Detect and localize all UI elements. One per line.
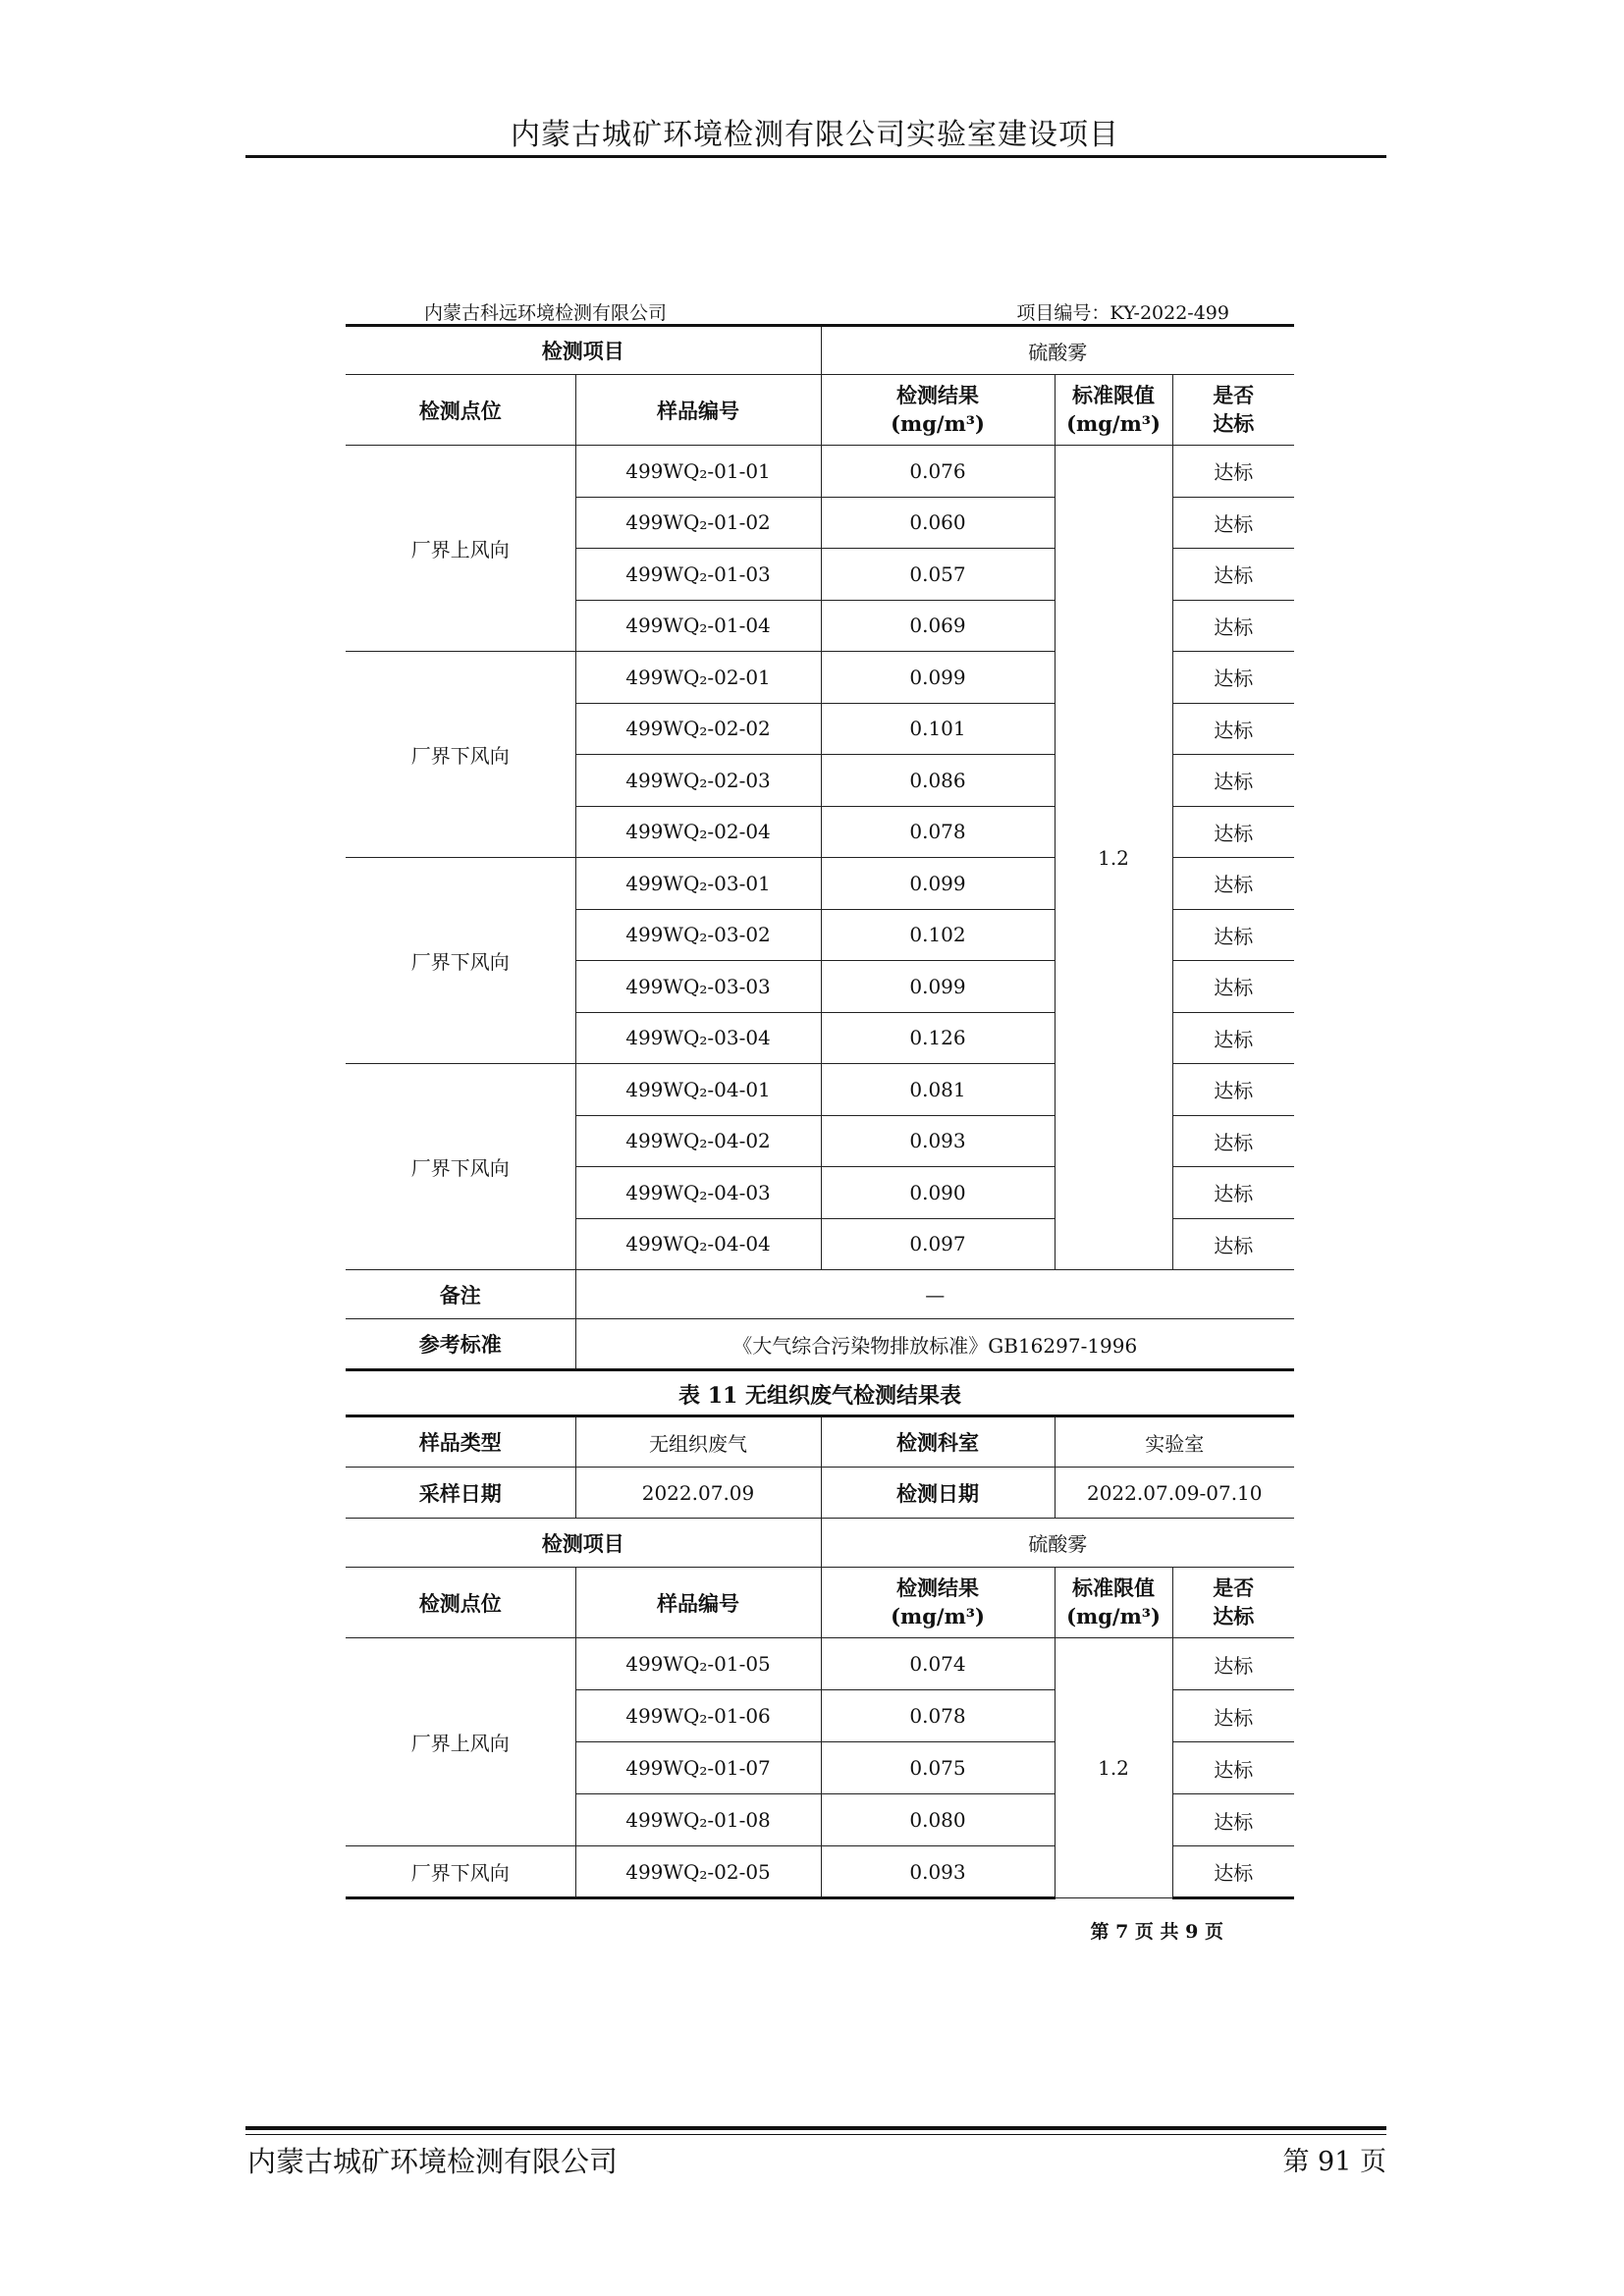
footer-company: 内蒙古城矿环境检测有限公司 bbox=[247, 2145, 619, 2178]
sample-date-label: 采样日期 bbox=[346, 1468, 575, 1519]
remark-value: — bbox=[575, 1270, 1294, 1319]
col-pass-label-1: 是否 bbox=[1213, 1575, 1255, 1601]
table-row bbox=[346, 446, 1294, 498]
document-header: 内蒙古城矿环境检测有限公司实验室建设项目 bbox=[511, 118, 1119, 152]
col-pass-label-2: 达标 bbox=[1213, 1603, 1255, 1629]
result-value: 0.057 bbox=[821, 549, 1055, 601]
result-value: 0.101 bbox=[821, 703, 1055, 755]
col-result-unit: (mg/m³) bbox=[891, 1603, 985, 1629]
pass-status: 达标 bbox=[1172, 549, 1294, 601]
report-top-line bbox=[346, 294, 1294, 324]
sample-id: 499WQ₂-01-02 bbox=[575, 497, 821, 549]
result-value: 0.080 bbox=[821, 1794, 1055, 1846]
pass-status: 达标 bbox=[1172, 961, 1294, 1013]
sample-id: 499WQ₂-03-03 bbox=[575, 961, 821, 1013]
sample-id: 499WQ₂-01-08 bbox=[575, 1794, 821, 1846]
pass-status: 达标 bbox=[1172, 1218, 1294, 1270]
table-caption: 表 11 无组织废气检测结果表 bbox=[678, 1383, 961, 1409]
result-value: 0.060 bbox=[821, 497, 1055, 549]
sample-id: 499WQ₂-01-03 bbox=[575, 549, 821, 601]
col-sample-no: 样品编号 bbox=[575, 1568, 821, 1638]
result-value: 0.093 bbox=[821, 1115, 1055, 1167]
sample-id: 499WQ₂-04-04 bbox=[575, 1218, 821, 1270]
limit-value: 1.2 bbox=[1055, 446, 1172, 1270]
sample-date-value: 2022.07.09 bbox=[575, 1468, 821, 1519]
result-value: 0.099 bbox=[821, 961, 1055, 1013]
result-value: 0.097 bbox=[821, 1218, 1055, 1270]
lab-label: 检测科室 bbox=[821, 1416, 1055, 1468]
location-cell: 厂界上风向 bbox=[346, 446, 575, 652]
col-result-label: 检测结果 bbox=[896, 383, 979, 408]
col-result bbox=[821, 375, 1055, 446]
test-date-value: 2022.07.09-07.10 bbox=[1055, 1468, 1294, 1519]
col-limit-unit: (mg/m³) bbox=[1066, 410, 1161, 436]
location-cell: 厂界下风向 bbox=[346, 858, 575, 1064]
reference-row bbox=[346, 1319, 1294, 1370]
result-value: 0.102 bbox=[821, 909, 1055, 961]
item-row bbox=[346, 326, 1294, 375]
sample-id: 499WQ₂-04-03 bbox=[575, 1167, 821, 1219]
header-rule bbox=[245, 155, 1386, 158]
report-page-number: 第 7 页 共 9 页 bbox=[1090, 1921, 1223, 1943]
location-cell: 厂界下风向 bbox=[346, 1064, 575, 1270]
report-company: 内蒙古科远环境检测有限公司 bbox=[424, 302, 668, 324]
sample-id: 499WQ₂-03-04 bbox=[575, 1012, 821, 1064]
table-row bbox=[346, 1638, 1294, 1690]
footer-page-number: 第 91 页 bbox=[1282, 2147, 1386, 2177]
remark-label: 备注 bbox=[346, 1270, 575, 1319]
test-date-label: 检测日期 bbox=[821, 1468, 1055, 1519]
result-value: 0.093 bbox=[821, 1846, 1055, 1898]
footer-rule-thin bbox=[245, 2134, 1386, 2135]
col-limit-unit: (mg/m³) bbox=[1066, 1603, 1161, 1629]
sample-id: 499WQ₂-04-01 bbox=[575, 1064, 821, 1116]
item-value: 硫酸雾 bbox=[821, 1519, 1294, 1568]
col-limit bbox=[1055, 375, 1172, 446]
pass-status: 达标 bbox=[1172, 446, 1294, 498]
sample-type-value: 无组织废气 bbox=[575, 1416, 821, 1468]
pass-status: 达标 bbox=[1172, 806, 1294, 858]
item-value: 硫酸雾 bbox=[821, 326, 1294, 375]
result-value: 0.076 bbox=[821, 446, 1055, 498]
col-location: 检测点位 bbox=[346, 375, 575, 446]
result-value: 0.090 bbox=[821, 1167, 1055, 1219]
report-scan bbox=[346, 294, 1294, 1944]
sample-id: 499WQ₂-04-02 bbox=[575, 1115, 821, 1167]
pass-status: 达标 bbox=[1172, 1690, 1294, 1742]
result-value: 0.069 bbox=[821, 600, 1055, 652]
col-limit bbox=[1055, 1568, 1172, 1638]
col-limit-label: 标准限值 bbox=[1072, 383, 1155, 408]
reference-value: 《大气综合污染物排放标准》GB16297-1996 bbox=[575, 1319, 1294, 1370]
pass-status: 达标 bbox=[1172, 858, 1294, 910]
results-table-2 bbox=[346, 1415, 1294, 1899]
pass-status: 达标 bbox=[1172, 1794, 1294, 1846]
pass-status: 达标 bbox=[1172, 1064, 1294, 1116]
sample-type-row bbox=[346, 1416, 1294, 1468]
sample-id: 499WQ₂-02-05 bbox=[575, 1846, 821, 1898]
lab-value: 实验室 bbox=[1055, 1416, 1294, 1468]
pass-status: 达标 bbox=[1172, 652, 1294, 704]
result-value: 0.099 bbox=[821, 858, 1055, 910]
sample-id: 499WQ₂-02-01 bbox=[575, 652, 821, 704]
pass-status: 达标 bbox=[1172, 1638, 1294, 1690]
date-row bbox=[346, 1468, 1294, 1519]
col-sample-no: 样品编号 bbox=[575, 375, 821, 446]
pass-status: 达标 bbox=[1172, 1167, 1294, 1219]
result-value: 0.081 bbox=[821, 1064, 1055, 1116]
pass-status: 达标 bbox=[1172, 497, 1294, 549]
project-number: 项目编号：KY-2022-499 bbox=[1016, 302, 1229, 324]
result-value: 0.074 bbox=[821, 1638, 1055, 1690]
col-result-unit: (mg/m³) bbox=[891, 410, 985, 436]
result-value: 0.126 bbox=[821, 1012, 1055, 1064]
sample-id: 499WQ₂-01-07 bbox=[575, 1742, 821, 1794]
pass-status: 达标 bbox=[1172, 1742, 1294, 1794]
pass-status: 达标 bbox=[1172, 1012, 1294, 1064]
col-pass-label-2: 达标 bbox=[1213, 410, 1255, 436]
result-value: 0.078 bbox=[821, 1690, 1055, 1742]
column-header-row bbox=[346, 375, 1294, 446]
result-value: 0.075 bbox=[821, 1742, 1055, 1794]
sample-id: 499WQ₂-01-04 bbox=[575, 600, 821, 652]
pass-status: 达标 bbox=[1172, 755, 1294, 807]
location-cell: 厂界上风向 bbox=[346, 1638, 575, 1846]
col-location: 检测点位 bbox=[346, 1568, 575, 1638]
sample-id: 499WQ₂-01-05 bbox=[575, 1638, 821, 1690]
col-pass-label-1: 是否 bbox=[1213, 383, 1255, 408]
location-cell: 厂界下风向 bbox=[346, 1846, 575, 1898]
sample-id: 499WQ₂-02-04 bbox=[575, 806, 821, 858]
item-label: 检测项目 bbox=[346, 326, 821, 375]
pass-status: 达标 bbox=[1172, 1115, 1294, 1167]
sample-type-label: 样品类型 bbox=[346, 1416, 575, 1468]
item-label: 检测项目 bbox=[346, 1519, 821, 1568]
reference-label: 参考标准 bbox=[346, 1319, 575, 1370]
result-value: 0.078 bbox=[821, 806, 1055, 858]
location-cell: 厂界下风向 bbox=[346, 652, 575, 858]
result-value: 0.086 bbox=[821, 755, 1055, 807]
col-limit-label: 标准限值 bbox=[1072, 1575, 1155, 1601]
sample-id: 499WQ₂-03-02 bbox=[575, 909, 821, 961]
sample-id: 499WQ₂-02-03 bbox=[575, 755, 821, 807]
results-table-1 bbox=[346, 324, 1294, 1371]
col-result bbox=[821, 1568, 1055, 1638]
pass-status: 达标 bbox=[1172, 703, 1294, 755]
result-value: 0.099 bbox=[821, 652, 1055, 704]
column-header-row bbox=[346, 1568, 1294, 1638]
col-pass bbox=[1172, 375, 1294, 446]
pass-status: 达标 bbox=[1172, 1846, 1294, 1898]
limit-value: 1.2 bbox=[1055, 1638, 1172, 1898]
col-pass bbox=[1172, 1568, 1294, 1638]
sample-id: 499WQ₂-01-06 bbox=[575, 1690, 821, 1742]
sample-id: 499WQ₂-03-01 bbox=[575, 858, 821, 910]
sample-id: 499WQ₂-01-01 bbox=[575, 446, 821, 498]
col-result-label: 检测结果 bbox=[896, 1575, 979, 1601]
pass-status: 达标 bbox=[1172, 600, 1294, 652]
sample-id: 499WQ₂-02-02 bbox=[575, 703, 821, 755]
remark-row bbox=[346, 1270, 1294, 1319]
item-row bbox=[346, 1519, 1294, 1568]
footer-rule bbox=[245, 2126, 1386, 2130]
pass-status: 达标 bbox=[1172, 909, 1294, 961]
project-number-underline bbox=[1016, 324, 1213, 325]
